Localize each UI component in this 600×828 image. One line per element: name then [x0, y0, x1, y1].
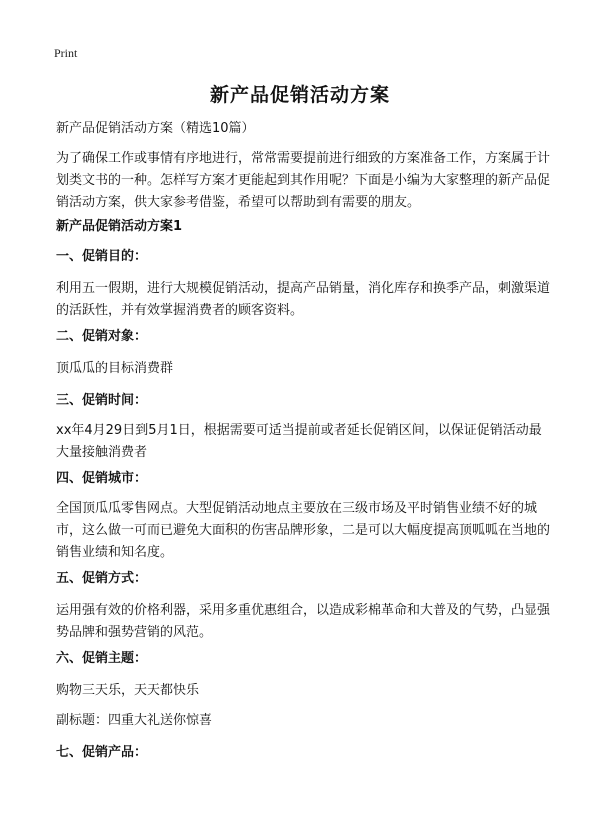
- intro-paragraph: 为了确保工作或事情有序地进行，常常需要提前进行细致的方案准备工作，方案属于计划类文书的一种。怎样写方案才更能起到其作用呢？下面是小编为大家整理的新产品促销活动方案，供大家参考借鉴，希望可以帮助到有需要的朋友。: [56, 151, 551, 210]
- item-heading-product: 七、促销产品：: [56, 745, 148, 760]
- item-body-theme-subtitle: 副标题：四重大礼送你惊喜: [56, 713, 213, 728]
- item-heading-theme: 六、促销主题：: [56, 651, 148, 666]
- document-subtitle: 新产品促销活动方案（精选10篇）: [56, 121, 255, 136]
- item-heading-time: 三、促销时间：: [56, 393, 148, 408]
- page-title: 新产品促销活动方案: [209, 84, 390, 106]
- item-body-theme: 购物三天乐，天天都快乐: [56, 683, 200, 698]
- item-heading-purpose: 一、促销目的：: [56, 249, 148, 264]
- item-body-city: 全国顶瓜瓜零售网点。大型促销活动地点主要放在三级市场及平时销售业绩不好的城市，这么做一可而已避免大面积的伤害品牌形象，二是可以大幅度提高顶呱呱在当地的销售业绩和知名度。: [56, 501, 551, 560]
- item-body-purpose: 利用五一假期，进行大规模促销活动，提高产品销量，消化库存和换季产品，刺激渠道的活跃性，并有效掌握消费者的顾客资料。: [56, 281, 551, 318]
- item-heading-method: 五、促销方式：: [56, 571, 148, 586]
- item-body-target: 顶瓜瓜的目标消费群: [56, 361, 174, 376]
- item-body-method: 运用强有效的价格利器，采用多重优惠组合，以造成彩棉革命和大普及的气势，凸显强势品牌和强势营销的风范。: [56, 603, 551, 640]
- item-heading-city: 四、促销城市：: [56, 471, 148, 486]
- print-link[interactable]: Print: [54, 46, 78, 60]
- item-heading-target: 二、促销对象：: [56, 329, 148, 344]
- item-body-time: xx年4月29日到5月1日，根据需要可适当提前或者延长促销区间，以保证促销活动最大量接触消费者: [56, 423, 542, 460]
- section-heading: 新产品促销活动方案1: [56, 219, 183, 234]
